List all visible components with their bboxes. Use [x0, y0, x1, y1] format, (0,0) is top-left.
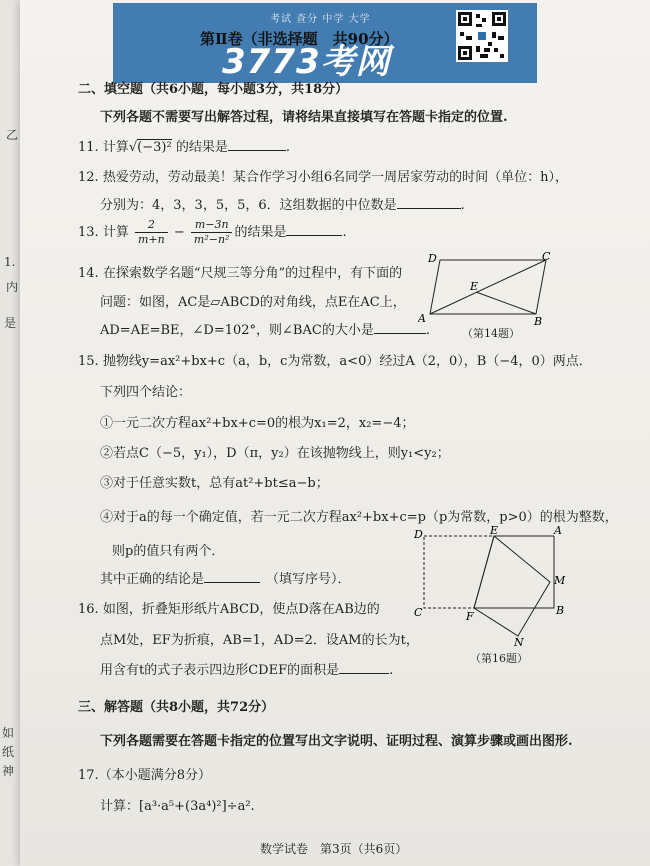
- q16-text-line1: 如图，折叠矩形纸片ABCD，使点D落在AB边的: [102, 602, 380, 617]
- question-16-line1: [78, 598, 380, 617]
- q12-text-line2: 分别为：4，3，3，5，5，6．这组数据的中位数是: [100, 198, 397, 213]
- question-15-line1: [78, 350, 592, 369]
- question-14-line3: AD=AE=BE，∠D=102°，则∠BAC的大小是 .: [100, 323, 430, 338]
- margin-char: 内: [6, 280, 19, 294]
- q15-ask-post: （填写序号）．: [266, 572, 351, 587]
- conclusion-1: ①一元二次方程ax²+bx+c=0的根为x₁=2，x₂=−4；: [100, 416, 415, 431]
- q14-text-line3: AD=AE=BE，∠D=102°，则∠BAC的大小是: [100, 323, 374, 338]
- question-number: 12.: [78, 170, 99, 185]
- rectangle-abcd-dashed: [424, 536, 554, 608]
- point-label-a: A: [554, 524, 562, 537]
- question-number: 16.: [78, 602, 99, 617]
- fraction: [135, 218, 168, 247]
- figure-14-caption: （第14题）: [462, 327, 520, 340]
- figure-16: [410, 524, 574, 648]
- folded-quadrilateral: [474, 536, 550, 636]
- q11-radicand: (−3)²: [137, 140, 172, 155]
- q13-post: 的结果是: [234, 225, 287, 240]
- section-title: 第Ⅱ卷（非选择题 共90分）: [200, 30, 399, 48]
- margin-char: 如: [2, 726, 15, 740]
- q11-post: 的结果是: [175, 140, 228, 155]
- question-number: 15.: [78, 354, 99, 369]
- question-13: 13. 计算 $\frac{2}{m+n}$ − $\frac{m-3n}{\text{m²−n²}}$ 的结果是 .: [78, 218, 347, 246]
- part3-instruction: 下列各题需要在答题卡指定的位置写出文字说明、证明过程、演算步骤或画出图形.: [100, 734, 573, 749]
- point-label-c: C: [414, 606, 423, 619]
- q15-text-line1: 抛物线y=ax²+bx+c（a，b，c为常数，a<0）经过A（2，0），B（−4，0）两点．: [102, 354, 592, 369]
- question-17-expression: 计算：[a³·a⁵+(3a⁴)²]÷a².: [100, 799, 255, 814]
- crease-ef: [474, 536, 494, 608]
- question-16-line2: 点M处，EF为折痕，AB=1，AD=2．设AM的长为t，: [100, 633, 419, 648]
- question-number: 13.: [78, 225, 99, 240]
- fraction-denominator: m²−n²: [193, 233, 230, 246]
- question-16-line3: 用含有t的式子表示四边形CDEF的面积是 .: [100, 663, 394, 678]
- point-label-e: E: [490, 524, 499, 537]
- point-label-n: N: [514, 636, 524, 648]
- conclusion-4: ④对于a的每一个确定值，若一元二次方程ax²+bx+c=p（p为常数，p>0）的根为整数，: [100, 510, 618, 525]
- answer-blank: [339, 661, 389, 674]
- watermark-logo: 3773考网: [222, 42, 391, 82]
- fraction-denominator: m+n: [137, 233, 165, 246]
- question-14-line1: [78, 262, 402, 281]
- margin-char: 乙: [6, 128, 19, 142]
- q16-text-line3: 用含有t的式子表示四边形CDEF的面积是: [100, 663, 340, 678]
- question-11: 11. 计算√(−3)² 的结果是 .: [78, 140, 290, 155]
- point-label-d: D: [428, 252, 437, 265]
- q12-text-line1: 热爱劳动，劳动最美！某合作学习小组6名同学一周居家劳动的时间（单位：h），: [102, 170, 568, 185]
- question-number: 11.: [78, 140, 99, 155]
- answer-blank: [397, 196, 461, 209]
- q17-score: （本小题满分8分）: [98, 768, 211, 783]
- conclusion-3: ③对于任意实数t，总有at²+bt≤a−b；: [100, 476, 329, 491]
- point-label-b: B: [556, 604, 565, 617]
- question-12-line1: [78, 166, 568, 185]
- q13-pre: 计算: [102, 225, 129, 240]
- watermark-tagline: 考试 查分 中学 大学: [270, 14, 371, 25]
- point-label-b: B: [534, 315, 543, 328]
- point-label-a: A: [418, 312, 426, 325]
- fraction-numerator: 2: [135, 218, 168, 233]
- q15-ask-text: 其中正确的结论是: [100, 572, 205, 587]
- question-number: 17.: [78, 768, 99, 783]
- point-label-m: M: [554, 574, 566, 587]
- fraction: [191, 218, 233, 247]
- point-label-f: F: [466, 610, 474, 623]
- question-15-line2: 下列四个结论：: [100, 385, 192, 400]
- q11-pre: 计算: [102, 140, 129, 155]
- margin-char: 是: [4, 316, 17, 330]
- conclusion-4-cont: 则p的值只有两个．: [112, 544, 225, 559]
- part2-instruction: 下列各题不需要写出解答过程，请将结果直接填写在答题卡指定的位置.: [100, 110, 508, 125]
- margin-char: 神: [2, 764, 15, 778]
- answer-blank: [204, 570, 260, 583]
- question-17-header: [78, 764, 211, 783]
- figure-14: [418, 250, 558, 330]
- figure-16-caption: （第16题）: [470, 652, 528, 665]
- minus-sign: −: [173, 225, 185, 240]
- sqrt-icon: √: [128, 140, 138, 155]
- q14-text-line1: 在探索数学名题“尺规三等分角”的过程中，有下面的: [102, 266, 403, 281]
- fraction-numerator: m−3n: [191, 218, 233, 233]
- page-footer: 数学试卷 第3页（共6页）: [260, 842, 408, 856]
- part2-heading: 二、填空题（共6小题，每小题3分，共18分）: [78, 82, 349, 97]
- question-14-line2: 问题：如图，AC是▱ABCD的对角线，点E在AC上，: [100, 295, 406, 310]
- margin-char: 1.: [4, 255, 16, 269]
- point-label-e: E: [470, 280, 479, 293]
- margin-char: 纸: [2, 745, 15, 759]
- part3-heading: 三、解答题（共8小题，共72分）: [78, 700, 275, 715]
- segment-be: [476, 292, 536, 314]
- answer-blank: [228, 138, 286, 151]
- question-number: 14.: [78, 266, 99, 281]
- point-label-c: C: [542, 250, 551, 263]
- qr-code-icon: [456, 10, 508, 62]
- question-15-ask: [100, 568, 351, 587]
- diagonal-ac: [430, 260, 546, 314]
- answer-blank: [286, 223, 342, 236]
- question-12-line2: 分别为：4，3，3，5，5，6．这组数据的中位数是 .: [100, 198, 465, 213]
- point-label-d: D: [414, 528, 423, 541]
- conclusion-2: ②若点C（−5，y₁），D（π，y₂）在该抛物线上，则y₁<y₂；: [100, 446, 450, 461]
